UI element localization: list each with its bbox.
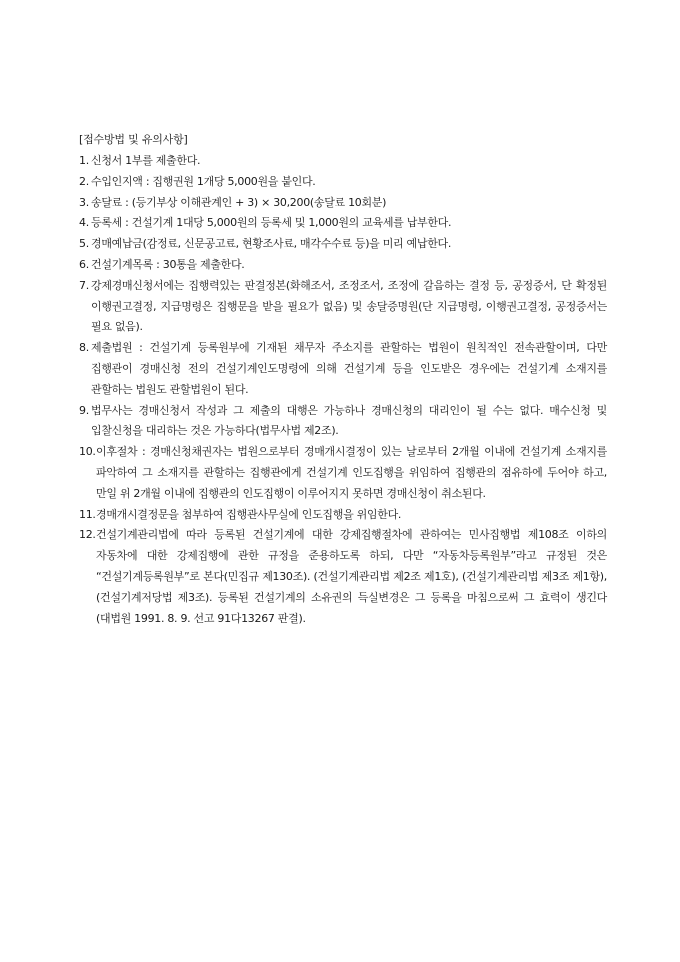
item-text: 수입인지액 : 집행권원 1개당 5,000원을 붙인다.: [91, 174, 316, 188]
item-number: 8.: [79, 341, 89, 355]
list-item: [79, 442, 607, 504]
item-text: 건설기계목록 : 30통을 제출한다.: [91, 257, 245, 271]
list-item: [79, 234, 607, 255]
item-number: 12.: [79, 528, 96, 542]
list-item: [79, 401, 607, 443]
item-text: 건설기계관리법에 따라 등록된 건설기계에 대한 강제집행절차에 관하여는 민사집행법 제108조 이하의 자동차에 대한 강제집행에 관한 규정을 준용하도록 하되, 다만 “자동차등록원부”라고 규정된 것은 “건설기계등록원부”로 본다(민집규 제130조). (건설기계관리법 제2조 제1호), (건설기계관리법 제3조 제1항), (건설기계저당법 제3조). 등록된 건설기계의 소유권의 득실변경은 그 등록을 마침으로써 그 효력이 생긴다(대법원 1991. 8. 9. 선고 91다13267 판결).: [96, 528, 607, 625]
list-item: [79, 172, 607, 193]
item-text: 제출법원 : 건설기계 등록원부에 기재된 채무자 주소지를 관할하는 법원이 원칙적인 전속관할이며, 다만 집행관이 경매신청 전의 건설기계인도명령에 의해 건설기계 등을 인도받은 경우에는 건설기계 소재지를 관할하는 법원도 관할법원이 된다.: [91, 341, 607, 396]
list-item: [79, 525, 607, 629]
list-item: [79, 338, 607, 400]
item-text: 등록세 : 건설기계 1대당 5,000원의 등록세 및 1,000원의 교육세를 납부한다.: [91, 216, 452, 230]
item-number: 4.: [79, 216, 89, 230]
item-text: 강제경매신청서에는 집행력있는 판결정본(화해조서, 조정조서, 조정에 갈음하는 결정 등, 공정증서, 단 확정된 이행권고결정, 지급명령은 집행문을 받을 필요가 없음) 및 송달증명원(단 지급명령, 이행권고결정, 공정증서는 필요 없음).: [91, 278, 607, 334]
document-page: [79, 130, 607, 629]
list-item: [79, 151, 607, 172]
item-number: 11.: [79, 507, 96, 521]
item-number: 1.: [79, 154, 89, 167]
item-text: 경매개시결정문을 첨부하여 집행관사무실에 인도집행을 위임한다.: [96, 507, 402, 521]
item-number: 10.: [79, 445, 96, 459]
item-number: 9.: [79, 403, 89, 417]
section-title: [접수방법 및 유의사항]: [79, 133, 188, 146]
item-number: 5.: [79, 237, 89, 251]
item-number: 6.: [79, 257, 89, 271]
item-number: 2.: [79, 174, 89, 188]
list-item: [79, 193, 607, 214]
item-text: 신청서 1부를 제출한다.: [91, 154, 201, 167]
item-number: 3.: [79, 195, 89, 209]
list-item: [79, 213, 607, 234]
item-text: 송달료 : (등기부상 이해관계인 + 3) × 30,200(송달료 10회분): [91, 195, 387, 209]
item-text: 이후절차 : 경매신청채권자는 법원으로부터 경매개시결정이 있는 날로부터 2개월 이내에 건설기계 소재지를 파악하여 그 소재지를 관할하는 집행관에게 건설기계 인도집행을 위임하여 집행관의 점유하에 두어야 하고, 만일 위 2개월 이내에 집행관의 인도집행이 이루어지지 못하면 경매신청이 취소된다.: [96, 445, 607, 500]
item-text: 경매예납금(감정료, 신문공고료, 현황조사료, 매각수수료 등)을 미리 예납한다.: [91, 237, 452, 251]
list-item: [79, 505, 607, 526]
item-text: 법무사는 경매신청서 작성과 그 제출의 대행은 가능하나 경매신청의 대리인이 될 수는 없다. 매수신청 및 입찰신청을 대리하는 것은 가능하다(법무사법 제2조).: [91, 403, 607, 438]
list-item: [79, 276, 607, 338]
item-number: 7.: [79, 278, 89, 292]
list-item: [79, 255, 607, 276]
